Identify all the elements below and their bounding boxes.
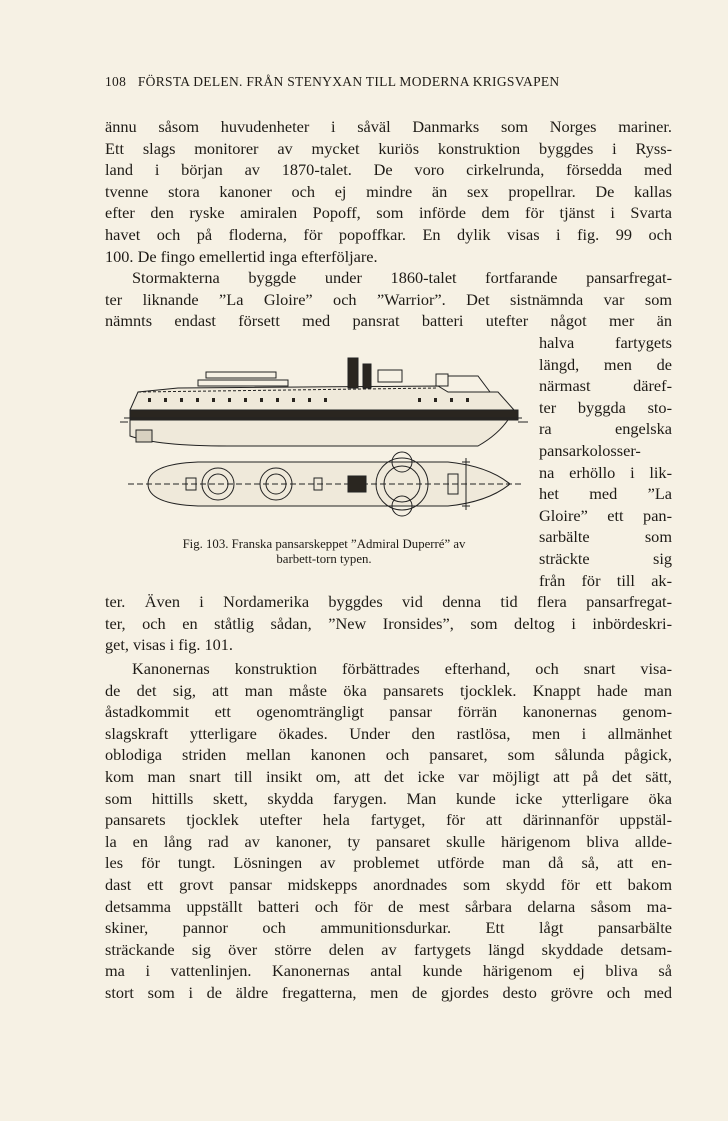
text-line: ännu såsom huvudenheter i såväl Danmarks som Norges mariner. — [105, 117, 672, 136]
text-line: ter liknande ”La Gloire” och ”Warrior”. Det sistnämnda var som — [105, 289, 672, 309]
text-line: pansarkolosser- — [539, 440, 641, 460]
text-line: ter byggda sto- — [539, 397, 672, 417]
paragraph-1 — [105, 116, 672, 267]
text-line: ma i vattenlinjen. Kanonernas antal kunde härigenom ej bliva så — [105, 961, 672, 981]
text-line: pansarets tjocklek utefter hela fartyget, för att därinnanför uppstäl- — [105, 810, 672, 830]
text-line: längd, men de — [539, 354, 672, 374]
text-line: Ett slags monitorer av mycket kuriös konstruktion byggdes i Ryss- — [105, 138, 672, 158]
text-line: stort som i de äldre fregatterna, men de gjordes desto grövre och med — [105, 982, 672, 1002]
text-line: Stormakterna byggde under 1860-talet fortfarande pansarfregat- — [132, 268, 672, 287]
figure-caption — [118, 537, 530, 567]
side-column-text — [539, 332, 672, 591]
text-line: dast ett grovt pansar midskepps anordnades som skydd för ett bakom — [105, 874, 672, 894]
text-line: de det sig, att man måste öka pansarets tjocklek. Knappt hade man — [105, 680, 672, 700]
text-line: kom man snart till insikt om, att det icke var möjligt att på det sätt, — [105, 766, 672, 786]
figure-ship-drawing — [118, 352, 530, 538]
text-line: detsamma uppställt batteri och för de mest sårbara delarna såsom ma- — [105, 896, 672, 916]
text-line: ra engelska — [539, 419, 672, 439]
text-line: närmast däref- — [539, 376, 672, 396]
text-line: Gloire” ett pan- — [539, 505, 672, 525]
text-line: slagskraft ytterligare ökades. Under den rastlösa, men i allmänhet — [105, 723, 672, 743]
paragraph-2 — [105, 267, 672, 332]
text-line: sarbälte som — [539, 527, 672, 547]
text-line: 100. De fingo emellertid inga efterföljare. — [105, 246, 378, 266]
text-line: get, visas i fig. 101. — [105, 635, 233, 655]
text-line: la en lång rad av kanoner, ty pansaret skulle härigenom bliva allde- — [105, 831, 672, 851]
paragraph-3 — [105, 658, 672, 1004]
text-line: sträckte sig — [539, 548, 672, 568]
caption-line: Fig. 103. Franska pansarskeppet ”Admiral Duperré” av — [182, 537, 466, 551]
running-title: FÖRSTA DELEN. FRÅN STENYXAN TILL MODERNA KRIGSVAPEN — [137, 74, 560, 89]
text-line: tvenne stora kanoner och ej mindre än sex propellrar. De kallas — [105, 181, 672, 201]
ship-illustration — [118, 352, 530, 538]
running-header — [105, 74, 673, 90]
text-line: ter. Även i Nordamerika byggdes vid denna tid flera pansarfregat- — [105, 592, 672, 611]
text-line: les för tungt. Lösningen av problemet utförde man då så, att en- — [105, 853, 672, 873]
paragraph-2-continued — [105, 591, 672, 656]
text-line: ter, och en ståtlig sådan, ”New Ironsides”, som deltog i inbördeskri- — [105, 613, 672, 633]
page-number: 108 — [105, 74, 127, 89]
text-line: halva fartygets — [539, 333, 672, 352]
text-line: land i början av 1870-talet. De voro cirkelrunda, försedda med — [105, 160, 672, 180]
text-line: sträckande sig över större delen av fartygets längd skyddade detsam- — [105, 939, 672, 959]
text-line: Kanonernas konstruktion förbättrades efterhand, och snart visa- — [132, 659, 672, 678]
text-line: efter den ryske amiralen Popoff, som införde dem för tjänst i Svarta — [105, 203, 672, 223]
text-line: na erhöllo i lik- — [539, 462, 672, 482]
caption-line: barbett-torn typen. — [276, 552, 372, 566]
text-line: oblodiga striden mellan kanonen och pansaret, som sålunda pågick, — [105, 745, 672, 765]
text-line: havet och på floderna, för popoffkar. En dylik visas i fig. 99 och — [105, 224, 672, 244]
text-line: het med ”La — [539, 484, 672, 504]
text-line: som hittills skett, skydda farygen. Man kunde icke ytterligare öka — [105, 788, 672, 808]
text-line: åstadkommit ett ogenomträngligt pansar förrän kanonernas genom- — [105, 702, 672, 722]
text-line: från för till ak- — [539, 570, 672, 590]
text-line: nämnts endast försett med pansrat batteri utefter något mer än — [105, 311, 672, 331]
text-line: skiner, pannor och ammunitionsdurkar. Ett lågt pansarbälte — [105, 918, 672, 938]
